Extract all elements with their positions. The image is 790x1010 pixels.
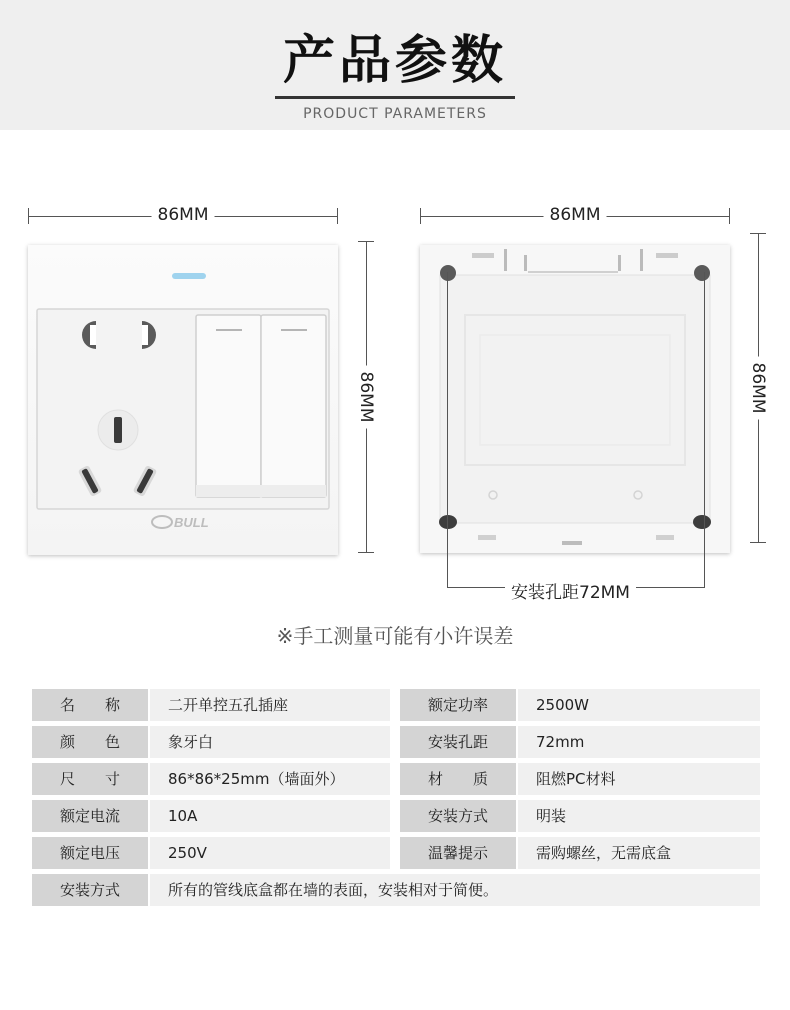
spec-key: 额定电压 <box>32 837 148 869</box>
spec-value: 250V <box>150 837 390 869</box>
spec-key: 额定功率 <box>400 689 516 721</box>
spec-row <box>32 689 760 721</box>
spec-value: 72mm <box>518 726 760 758</box>
spec-value: 86*86*25mm（墙面外） <box>150 763 390 795</box>
mount-hole-top-left <box>440 265 456 281</box>
hole-distance-line-left <box>447 272 448 588</box>
title-underline <box>275 96 515 99</box>
measurement-note: ※手工测量可能有小许误差 <box>276 624 514 648</box>
socket-back-image <box>420 245 730 553</box>
hole-distance-line-right <box>704 272 705 588</box>
spec-value: 象牙白 <box>150 726 390 758</box>
spec-table <box>32 689 760 911</box>
hole-distance-label: 安装孔距72MM <box>505 578 636 603</box>
spec-key: 安装孔距 <box>400 726 516 758</box>
spec-key: 尺 寸 <box>32 763 148 795</box>
mount-hole-bottom-left <box>439 515 457 529</box>
spec-key: 名 称 <box>32 689 148 721</box>
page-title: 产品参数 <box>282 31 507 91</box>
back-height-dimension <box>750 233 766 543</box>
spec-value: 2500W <box>518 689 760 721</box>
page-subtitle: PRODUCT PARAMETERS <box>303 106 487 122</box>
bull-logo <box>152 515 209 530</box>
spec-row <box>32 726 760 758</box>
mount-hole-top-right <box>694 265 710 281</box>
spec-value: 需购螺丝，无需底盒 <box>518 837 760 869</box>
spec-key: 额定电流 <box>32 800 148 832</box>
front-height-dimension <box>358 241 374 553</box>
back-width-label: 86MM <box>544 205 607 225</box>
spec-value: 10A <box>150 800 390 832</box>
spec-key: 颜 色 <box>32 726 148 758</box>
spec-value: 所有的管线底盒都在墙的表面，安装相对于简便。 <box>150 874 760 906</box>
spec-value: 阻燃PC材料 <box>518 763 760 795</box>
spec-key: 材 质 <box>400 763 516 795</box>
switch-key-right <box>261 315 326 497</box>
mount-hole-bottom-right <box>693 515 711 529</box>
front-height-label: 86MM <box>356 366 376 429</box>
switch-key-left <box>196 315 261 497</box>
back-width-dimension <box>420 205 730 225</box>
socket-front-image <box>28 245 338 555</box>
front-width-label: 86MM <box>152 205 215 225</box>
spec-key: 温馨提示 <box>400 837 516 869</box>
spec-row <box>32 800 760 832</box>
spec-key: 安装方式 <box>32 874 148 906</box>
indicator-light <box>172 273 206 279</box>
spec-row <box>32 837 760 869</box>
header-banner <box>0 0 790 130</box>
spec-key: 安装方式 <box>400 800 516 832</box>
spec-value: 二开单控五孔插座 <box>150 689 390 721</box>
front-width-dimension <box>28 205 338 225</box>
spec-row <box>32 763 760 795</box>
spec-row-full <box>32 874 760 906</box>
back-height-label: 86MM <box>748 357 768 420</box>
spec-value: 明装 <box>518 800 760 832</box>
svg-text:BULL: BULL <box>174 515 209 530</box>
